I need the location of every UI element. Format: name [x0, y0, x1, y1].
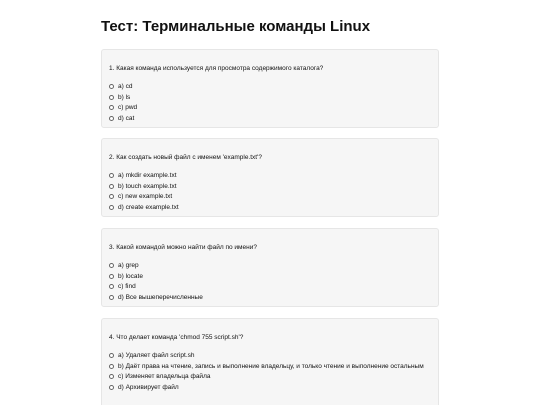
- question-3-option-c[interactable]: [109, 282, 431, 293]
- option-label: d) Архивирует файл: [118, 383, 179, 391]
- option-label: b) ls: [118, 93, 131, 101]
- question-text-2: 2. Как создать новый файл с именем 'example.txt'?: [109, 154, 262, 161]
- radio-button[interactable]: [109, 374, 114, 379]
- question-3-option-a[interactable]: [109, 261, 431, 272]
- option-label: a) grep: [118, 262, 139, 269]
- option-label: b) touch example.txt: [118, 182, 177, 190]
- option-label: a) cd: [118, 83, 133, 90]
- radio-button[interactable]: [109, 84, 114, 89]
- option-label: c) Изменяет владельца файла: [118, 373, 211, 380]
- question-card-4: [101, 318, 439, 405]
- option-label: c) find: [118, 283, 136, 290]
- option-label: c) new example.txt: [118, 193, 173, 200]
- option-label: b) Даёт права на чтение, запись и выполнение владельцу, и только чтение и выполнение остальным: [118, 362, 424, 370]
- question-1-option-b[interactable]: [109, 93, 431, 104]
- radio-button[interactable]: [109, 364, 114, 369]
- radio-button[interactable]: [109, 116, 114, 121]
- question-card-2: [101, 138, 439, 217]
- question-3-option-b[interactable]: [109, 272, 431, 283]
- option-label: d) create example.txt: [118, 203, 179, 211]
- question-4-option-d[interactable]: [109, 383, 431, 394]
- question-4-option-c[interactable]: [109, 372, 431, 383]
- radio-button[interactable]: [109, 105, 114, 110]
- radio-button[interactable]: [109, 194, 114, 199]
- radio-button[interactable]: [109, 274, 114, 279]
- question-2-option-a[interactable]: [109, 171, 431, 182]
- question-1-option-d[interactable]: [109, 114, 431, 125]
- question-text-4: 4. Что делает команда 'chmod 755 script.sh'?: [109, 334, 244, 341]
- radio-button[interactable]: [109, 295, 114, 300]
- question-2-option-b[interactable]: [109, 182, 431, 193]
- question-1-option-c[interactable]: [109, 103, 431, 114]
- radio-button[interactable]: [109, 263, 114, 268]
- question-text-1: 1. Какая команда используется для просмотра содержимого каталога?: [109, 65, 324, 72]
- option-label: c) pwd: [118, 104, 138, 111]
- option-label: d) cat: [118, 114, 135, 122]
- radio-button[interactable]: [109, 173, 114, 178]
- question-card-3: [101, 228, 439, 307]
- radio-button[interactable]: [109, 184, 114, 189]
- question-2-option-c[interactable]: [109, 192, 431, 203]
- question-3-option-d[interactable]: [109, 293, 431, 304]
- question-2-option-d[interactable]: [109, 203, 431, 214]
- radio-button[interactable]: [109, 353, 114, 358]
- option-label: d) Все вышеперечисленные: [118, 293, 203, 301]
- question-text-3: 3. Какой командой можно найти файл по имени?: [109, 244, 257, 251]
- page-title: Тест: Терминальные команды Linux: [101, 18, 371, 35]
- option-label: a) Удаляет файл script.sh: [118, 352, 195, 359]
- radio-button[interactable]: [109, 284, 114, 289]
- option-label: b) locate: [118, 272, 143, 280]
- question-4-option-a[interactable]: [109, 351, 431, 362]
- radio-button[interactable]: [109, 205, 114, 210]
- question-4-option-b[interactable]: [109, 362, 431, 373]
- option-label: a) mkdir example.txt: [118, 172, 177, 179]
- question-1-option-a[interactable]: [109, 82, 431, 93]
- radio-button[interactable]: [109, 95, 114, 100]
- question-card-1: [101, 49, 439, 128]
- radio-button[interactable]: [109, 385, 114, 390]
